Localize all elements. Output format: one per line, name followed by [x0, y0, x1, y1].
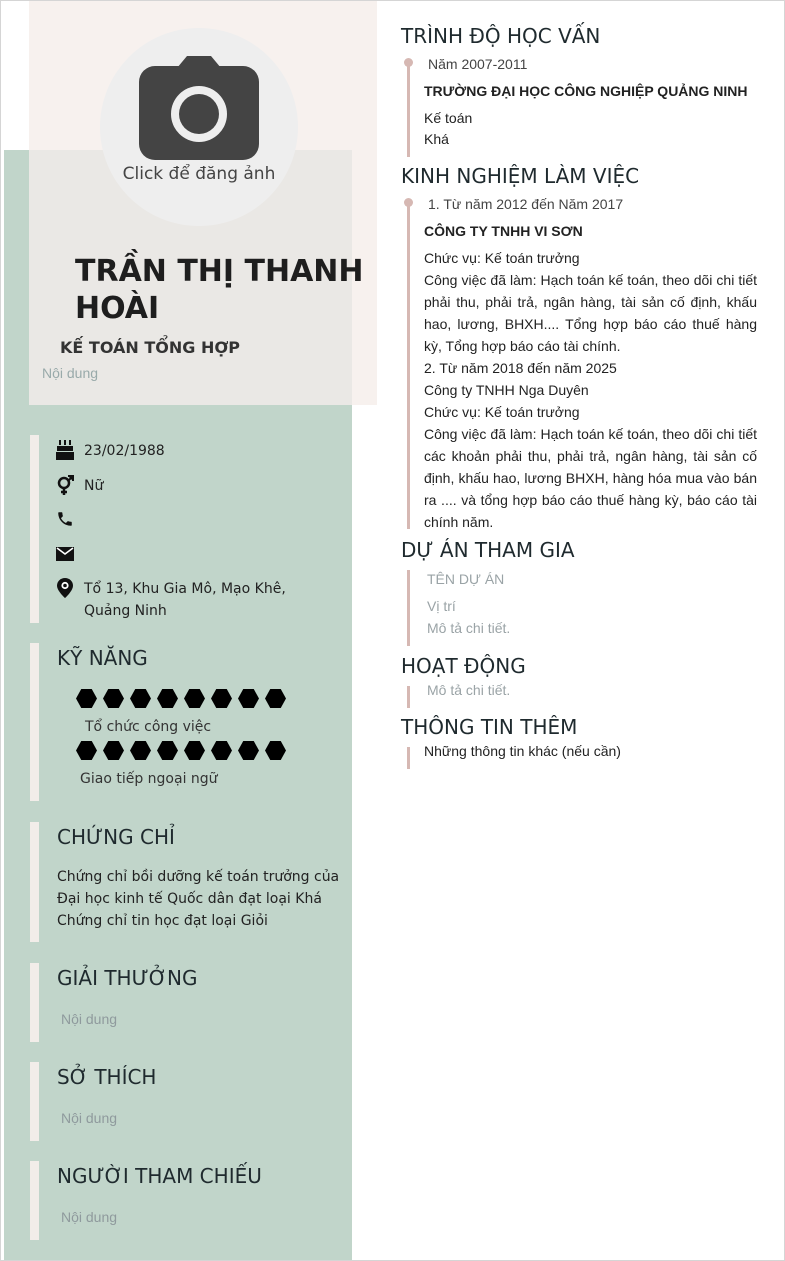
education-title[interactable]: TRÌNH ĐỘ HỌC VẤN [401, 24, 601, 48]
address-value[interactable]: Tổ 13, Khu Gia Mô, Mạo Khê, Quảng Ninh [84, 581, 286, 619]
activities-desc-placeholder[interactable]: Mô tả chi tiết. [427, 682, 511, 698]
contact-email [55, 544, 314, 564]
hobbies-bar [30, 1062, 39, 1141]
email-icon [55, 544, 75, 564]
awards-title[interactable]: GIẢI THƯỞNG [57, 966, 198, 990]
birthday-cake-icon [55, 440, 75, 460]
contact-phone [55, 509, 314, 529]
camera-icon [139, 56, 259, 160]
experience-line: Công việc đã làm: Hạch toán kế toán, theo dõi chi tiết các khoản phải thu, phải trả, ngân hàng, tài sản cố định, khấu hao, lương BHXH, hàng hóa mua vào bán ra .... và tổng hợp báo cáo thuế hàng kỳ, báo cáo tài chính năm. [424, 426, 757, 530]
rating-hexagon [211, 689, 232, 708]
education-timeline-dot [404, 58, 413, 67]
candidate-name[interactable]: TRẦN THỊ THANH HOÀI [75, 254, 364, 326]
experience-title[interactable]: KINH NGHIỆM LÀM VIỆC [401, 164, 640, 188]
experience-period[interactable]: 1. Từ năm 2012 đến Năm 2017 [428, 196, 624, 212]
avatar-upload[interactable] [100, 28, 298, 226]
skills-title[interactable]: KỸ NĂNG [57, 646, 148, 670]
experience-company[interactable]: CÔNG TY TNHH VI SƠN [424, 223, 583, 239]
experience-line: Chức vụ: Kế toán trưởng [424, 250, 580, 266]
rating-hexagon [157, 741, 178, 760]
rating-hexagon [265, 689, 286, 708]
hobbies-title[interactable]: SỞ THÍCH [57, 1065, 157, 1089]
rating-hexagon [157, 689, 178, 708]
rating-hexagon [130, 741, 151, 760]
skill-rating-1[interactable] [76, 689, 286, 708]
gender-icon [55, 475, 75, 495]
location-pin-icon [55, 578, 75, 598]
certificates-bar [30, 822, 39, 942]
gender-value[interactable]: Nữ [84, 478, 104, 494]
photo-upload-label: Click để đăng ảnh [122, 164, 276, 184]
contact-birthday [55, 440, 314, 462]
experience-timeline-line [407, 202, 410, 529]
additional-info-line [407, 747, 410, 769]
experience-line: Công việc đã làm: Hạch toán kế toán, theo dõi chi tiết phải thu, phải trả, ngân hàng, tài sản cố định, khấu hao, lương, BHXH.... Tổng hợp báo cáo thuế hàng kỳ, Tổng hợp báo cáo tài chính. [424, 272, 757, 354]
education-period[interactable]: Năm 2007-2011 [428, 56, 528, 72]
rating-hexagon [103, 689, 124, 708]
projects-line [407, 570, 410, 646]
activities-title[interactable]: HOẠT ĐỘNG [401, 654, 526, 678]
contact-address [55, 578, 314, 622]
education-grade[interactable]: Khá [424, 131, 449, 147]
phone-icon [55, 509, 75, 529]
references-title[interactable]: NGƯỜI THAM CHIẾU [57, 1164, 262, 1188]
awards-bar [30, 963, 39, 1042]
rating-hexagon [211, 741, 232, 760]
certificates-title[interactable]: CHỨNG CHỈ [57, 825, 175, 849]
activities-line [407, 686, 410, 708]
skill-name-1[interactable]: Tổ chức công việc [85, 719, 212, 735]
rating-hexagon [76, 741, 97, 760]
header-subtitle-placeholder[interactable]: Nội dung [42, 365, 99, 381]
job-title[interactable]: KẾ TOÁN TỔNG HỢP [60, 338, 241, 357]
skill-name-2[interactable]: Giao tiếp ngoại ngữ [80, 771, 218, 787]
experience-line: Chức vụ: Kế toán trưởng [424, 404, 580, 420]
experience-line: 2. Từ năm 2018 đến năm 2025 [424, 360, 617, 376]
references-placeholder[interactable]: Nội dung [61, 1209, 118, 1225]
education-major[interactable]: Kế toán [424, 110, 473, 126]
education-timeline-line [407, 62, 410, 157]
rating-hexagon [184, 741, 205, 760]
rating-hexagon [103, 741, 124, 760]
rating-hexagon [238, 741, 259, 760]
rating-hexagon [238, 689, 259, 708]
rating-hexagon [184, 689, 205, 708]
experience-details[interactable] [424, 247, 757, 533]
additional-info-text[interactable]: Những thông tin khác (nếu cần) [424, 743, 621, 759]
rating-hexagon [265, 741, 286, 760]
certificate-line: Chứng chỉ tin học đạt loại Giỏi [57, 913, 268, 929]
awards-placeholder[interactable]: Nội dung [61, 1011, 118, 1027]
skill-rating-2[interactable] [76, 741, 286, 760]
references-bar [30, 1161, 39, 1240]
project-desc-placeholder[interactable]: Mô tả chi tiết. [427, 620, 511, 636]
certificate-line: Chứng chỉ bồi dưỡng kế toán trưởng của Đại học kinh tế Quốc dân đạt loại Khá [57, 869, 340, 907]
skills-bar [30, 643, 39, 801]
project-name-placeholder[interactable]: TÊN DỰ ÁN [427, 571, 505, 587]
contact-bar [30, 435, 39, 623]
birthday-value[interactable]: 23/02/1988 [84, 443, 165, 459]
project-role-placeholder[interactable]: Vị trí [427, 598, 456, 614]
rating-hexagon [130, 689, 151, 708]
additional-info-title[interactable]: THÔNG TIN THÊM [401, 715, 578, 739]
projects-title[interactable]: DỰ ÁN THAM GIA [401, 538, 575, 562]
education-school[interactable]: TRƯỜNG ĐẠI HỌC CÔNG NGHIỆP QUẢNG NINH [424, 83, 748, 99]
experience-line: Công ty TNHH Nga Duyên [424, 382, 589, 398]
rating-hexagon [76, 689, 97, 708]
contact-gender [55, 475, 314, 497]
experience-timeline-dot [404, 198, 413, 207]
hobbies-placeholder[interactable]: Nội dung [61, 1110, 118, 1126]
certificates-content[interactable] [57, 866, 342, 932]
